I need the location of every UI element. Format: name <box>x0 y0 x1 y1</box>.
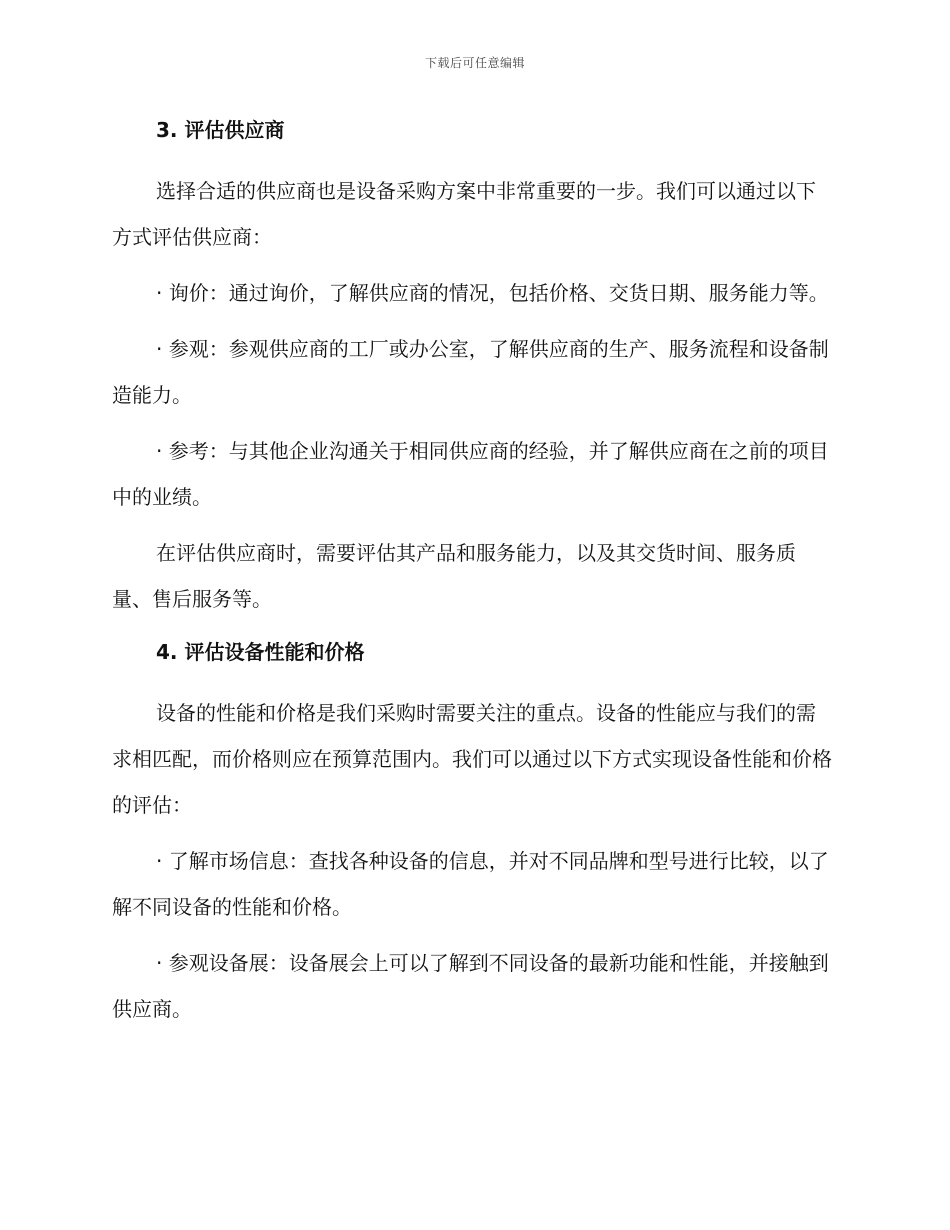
section-heading-3: 3. 评估供应商 <box>156 118 285 142</box>
bullet-visit: · 参观：参观供应商的工厂或办公室，了解供应商的生产、服务流程和设备制造能力。 <box>112 337 829 407</box>
bullet-inquiry: · 询价：通过询价，了解供应商的情况，包括价格、交货日期、服务能力等。 <box>156 281 829 305</box>
bullet-equipment-expo: · 参观设备展：设备展会上可以了解到不同设备的最新功能和性能，并接触到供应商。 <box>112 951 829 1021</box>
section-4-intro-paragraph: 设备的性能和价格是我们采购时需要关注的重点。设备的性能应与我们的需求相匹配，而价格则应在预算范围内。我们可以通过以下方式实现设备性能和价格的评估： <box>112 701 832 817</box>
section-heading-4: 4. 评估设备性能和价格 <box>156 640 365 664</box>
page-header: 下载后可任意编辑 <box>424 56 525 70</box>
document-body <box>112 110 834 1032</box>
section-3-intro-paragraph: 选择合适的供应商也是设备采购方案中非常重要的一步。我们可以通过以下方式评估供应商： <box>112 179 816 249</box>
section-3-summary-paragraph: 在评估供应商时，需要评估其产品和服务能力，以及其交货时间、服务质量、售后服务等。 <box>112 541 796 611</box>
bullet-reference: · 参考：与其他企业沟通关于相同供应商的经验，并了解供应商在之前的项目中的业绩。 <box>112 439 829 509</box>
bullet-market-info: · 了解市场信息：查找各种设备的信息，并对不同品牌和型号进行比较，以了解不同设备的性能和价格。 <box>112 849 829 919</box>
